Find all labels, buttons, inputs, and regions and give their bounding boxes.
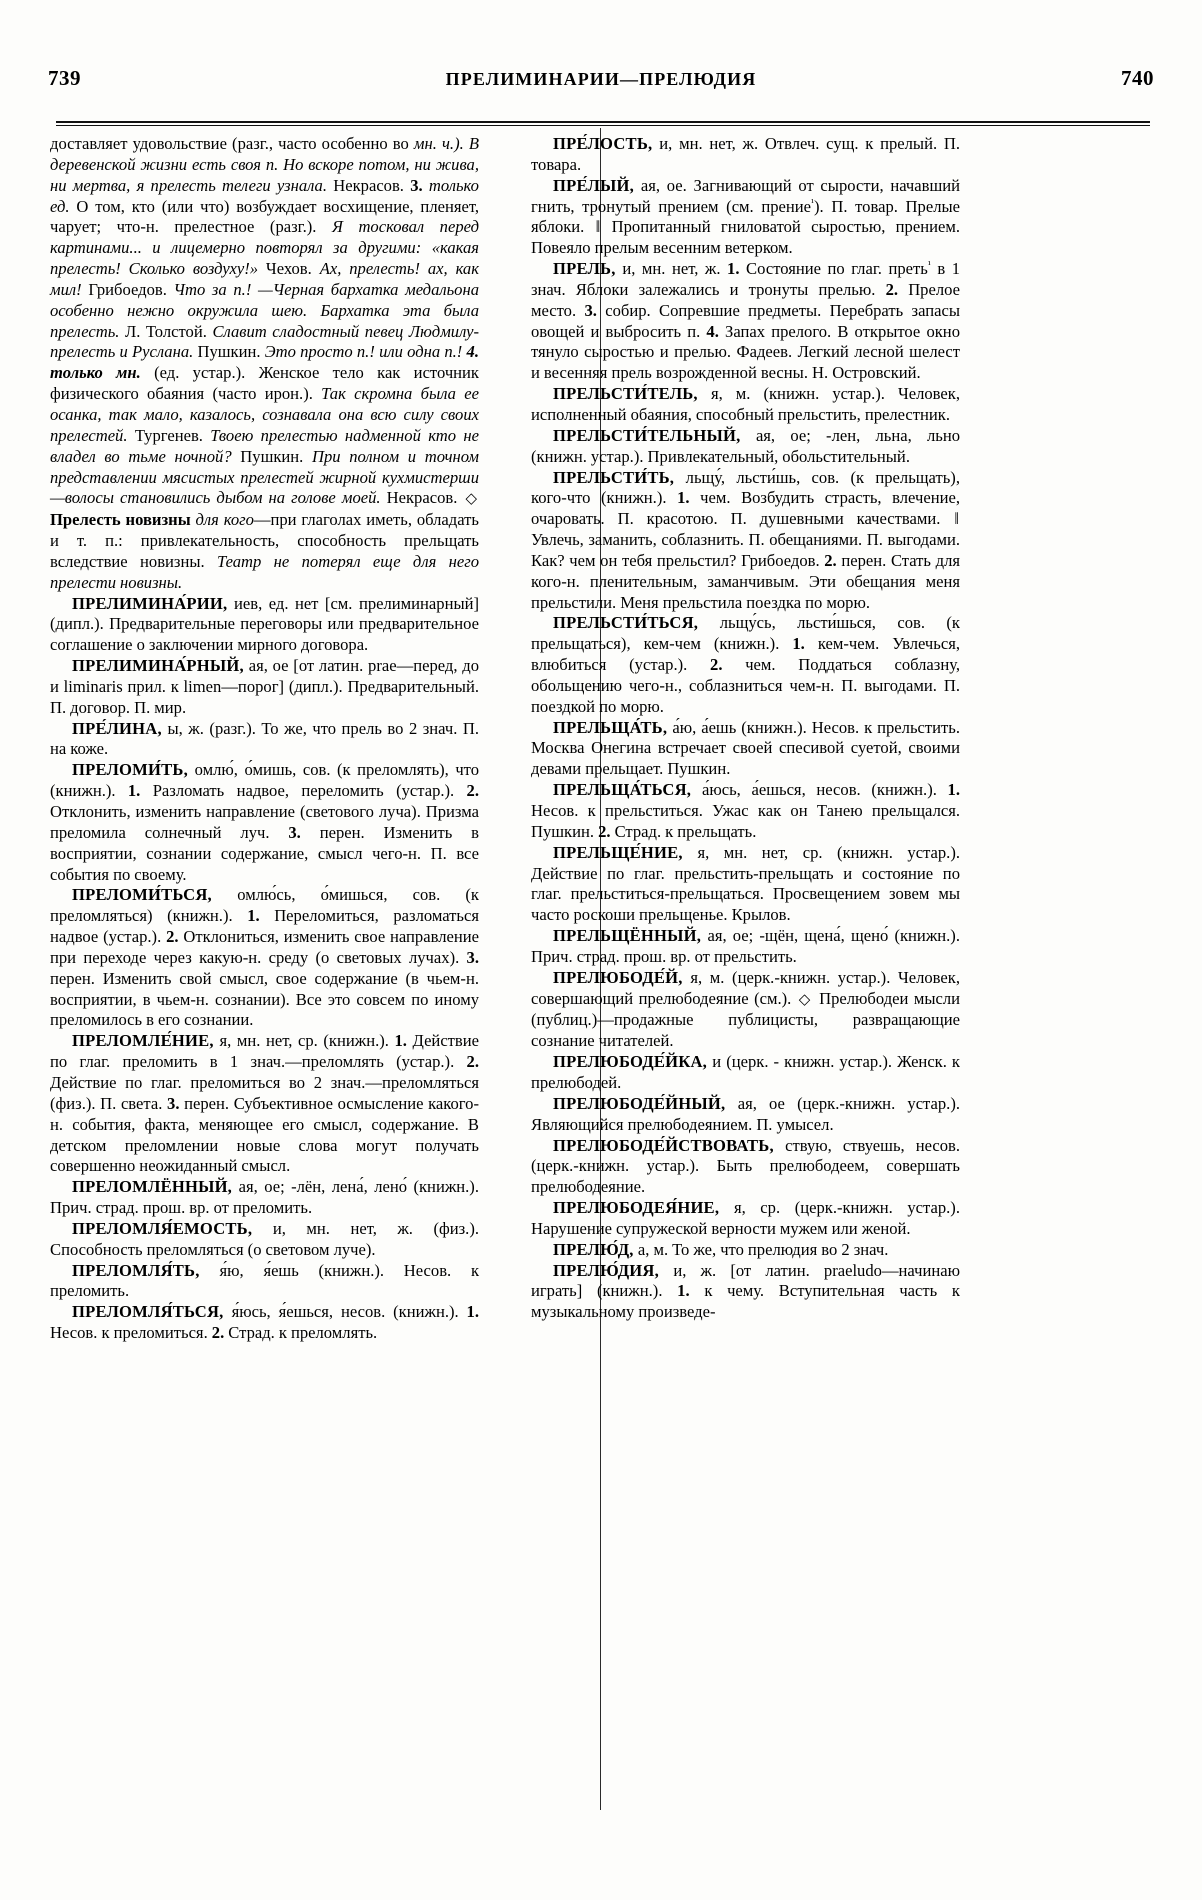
entry-headword: ПРЕЛИМИНА́РНЫЙ, bbox=[72, 656, 249, 676]
entry-text: ). П. товар. Прелые яблоки. bbox=[531, 196, 960, 237]
dictionary-entry bbox=[50, 1261, 479, 1303]
dictionary-entry bbox=[531, 718, 960, 781]
dictionary-entry bbox=[50, 1177, 479, 1219]
entry-headword: ПРЕЛЮ́ДИЯ, bbox=[553, 1260, 674, 1280]
dictionary-entry bbox=[531, 926, 960, 968]
sense-number: 1. bbox=[115, 781, 153, 801]
folio-right: 740 bbox=[1121, 66, 1154, 90]
entry-text: я, м. (книжн. устар.). Человек, исполненный обаяния, способный прельстить, прелестник. bbox=[531, 384, 960, 424]
entry-text: ая, ое; -щён, щена́, щено́ (книжн.). Прич. страд. прош. вр. от прельстить. bbox=[531, 926, 960, 966]
entry-text: Пропитанный гниловатой сыростью, прением. Повеяло прелым весенним ветерком. bbox=[531, 217, 960, 258]
entry-text: омлю́сь, о́мишься, сов. (к преломляться) (книжн.). bbox=[50, 885, 479, 926]
dictionary-entry bbox=[531, 843, 960, 926]
text-run: Тургенев. bbox=[127, 425, 211, 445]
text-columns bbox=[50, 134, 1158, 1830]
entry-headword: ПРЕЛОМИ́ТЬ, bbox=[72, 760, 195, 780]
dictionary-entry bbox=[531, 426, 960, 468]
entry-text: Прелое место. bbox=[531, 279, 960, 320]
text-run: только ед. bbox=[50, 175, 479, 216]
entry-text: я, мн. нет, ср. (книжн. устар.). Действие по глаг. прельстить-прельщать и состояние по глаг. прельститься-прельщаться. Просвещением зовем мы часто роскоши прельщенье. Крылов. bbox=[531, 842, 961, 925]
entry-text: я, ср. (церк.-книжн. устар.). Нарушение супружеской верности мужем или женой. bbox=[531, 1198, 960, 1238]
entry-text: ая, ое (церк.-книжн. устар.). Являющийся прелюбодеянием. П. умысел. bbox=[531, 1093, 960, 1134]
entry-headword: ПРЕЛЬСТИ́ТЬ, bbox=[553, 467, 686, 487]
text-run: Что за п.! —Черная бархатка медальона особенно нежно окружила шею. Бархатка эта была прелесть. bbox=[50, 279, 479, 341]
entry-headword: ПРЕЛОМИ́ТЬСЯ, bbox=[72, 885, 238, 905]
entry-text: а́юсь, а́ешься, несов. (книжн.). bbox=[701, 780, 937, 800]
sense-number: 1. bbox=[388, 1031, 413, 1051]
dictionary-entry bbox=[531, 1136, 960, 1199]
text-run: О том, кто (или что) возбуждает восхищение, пленяет, чарует; что-н. прелестное (разг.). bbox=[50, 196, 479, 237]
text-run: Некрасов. bbox=[380, 488, 464, 508]
sense-number: 2. bbox=[454, 1052, 480, 1072]
idiom-marker-icon: ◇ bbox=[798, 991, 812, 1008]
entry-headword: ПРЕЛОМЛЯ́ЕМОСТЬ, bbox=[72, 1218, 273, 1238]
entry-text: Несов. к прельститься. Ужас как он Танею прельщался. Пушкин. bbox=[531, 801, 960, 841]
text-run: —при глаголах иметь, обладать и т. п.: привлекательность, способность прельщать вследствие новизны. bbox=[50, 510, 479, 571]
entry-text: Запах прелого. В открытое окно тянуло сыростью и прелью. Фадеев. Легкий лесной шелест и весенняя прель возрожденной весны. Н. Островский. bbox=[531, 321, 960, 383]
sense-number: 3. bbox=[269, 822, 320, 842]
text-run: Твоею прелестью надменной кто не владел во тьме ночной? bbox=[50, 425, 479, 466]
entry-text: перен. Изменить свой смысл, свое содержание (в чьем-н. восприятии, в чьем-н. сознании). Все это совсем по иному преломилось в его сознании. bbox=[50, 968, 479, 1030]
entry-text: Отклониться, изменить свое направление при переходе через какую-н. среду (о световых лучах). bbox=[50, 927, 479, 967]
shade-marker-icon: ‖ bbox=[595, 217, 601, 237]
dictionary-entry bbox=[531, 1052, 960, 1094]
dictionary-entry bbox=[50, 1302, 479, 1344]
entry-headword: ПРЕЛОМЛЕ́НИЕ, bbox=[72, 1031, 220, 1051]
column-right bbox=[497, 134, 960, 1830]
entry-text: собир. Сопревшие предметы. Перебрать запасы овощей и выбросить п. bbox=[531, 300, 960, 341]
sense-number: 1. bbox=[720, 259, 747, 279]
text-run: Некрасов. bbox=[327, 175, 411, 195]
dictionary-entry bbox=[50, 760, 479, 885]
folio-left: 739 bbox=[48, 66, 81, 90]
text-run: 4. только мн. bbox=[50, 342, 479, 383]
dictionary-entry bbox=[531, 1261, 960, 1324]
header-rule bbox=[56, 121, 1150, 126]
homograph-superscript: ¹ bbox=[811, 197, 815, 208]
entry-text: ая, ое. Загнивающий от сырости, начавший гнить, тронутый прением (см. прение bbox=[531, 175, 960, 216]
text-run: доставляет удовольствие (разг., часто особенно во bbox=[50, 134, 414, 153]
text-run: Театр не потерял еще для него прелести новизны. bbox=[50, 551, 479, 592]
dictionary-entry bbox=[531, 384, 960, 426]
entry-text: и (церк. - книжн. устар.). Женск. к прелюбодей. bbox=[531, 1052, 960, 1092]
sense-number: 2. bbox=[594, 821, 615, 841]
entry-text: в 1 знач. Яблоки залежались и тронуты прелью. bbox=[531, 259, 961, 299]
entry-text: а, м. То же, что прелюдия во 2 знач. bbox=[637, 1239, 889, 1259]
homograph-superscript: ¹ bbox=[927, 259, 931, 271]
entry-text: ая, ое [от латин. prae—перед, до и liminaris прил. к limen—порог] (дипл.). Предварительный. П. договор. П. мир. bbox=[50, 656, 479, 717]
entry-headword: ПРЕЛЮБОДЕ́ЙСТВОВАТЬ, bbox=[553, 1135, 786, 1155]
text-run: Славит сладостный певец Людмилу-прелесть и Руслана. bbox=[50, 321, 479, 362]
entry-text: Разломать надвое, переломить (устар.). bbox=[152, 781, 455, 801]
text-run: (ед. устар.). Женское тело как источник физического обаяния (часто ирон.). bbox=[50, 363, 479, 404]
entry-text: ая, ое; -лен, льна, льно (книжн. устар.). Привлекательный, обольстительный. bbox=[531, 425, 960, 466]
entry-text: и, мн. нет, ж. (физ.). Способность преломляться (о световом луче). bbox=[50, 1218, 479, 1259]
entry-text: перен. Изменить в восприятии, сознании содержание, смысл чего-н. П. все события по своему. bbox=[50, 822, 479, 884]
entry-text: я, мн. нет, ср. (книжн.). bbox=[219, 1031, 389, 1051]
dictionary-entry bbox=[531, 968, 960, 1052]
text-run: ◇ bbox=[465, 491, 477, 508]
column-left bbox=[50, 134, 497, 1830]
entry-headword: ПРЕЛЬЩЁННЫЙ, bbox=[553, 926, 708, 946]
entry-text: Несов. к преломиться. bbox=[50, 1323, 208, 1343]
entry-text: я́юсь, я́ешься, несов. (книжн.). bbox=[231, 1302, 459, 1322]
entry-text: омлю́, о́мишь, сов. (к преломлять), что (книжн.). bbox=[50, 760, 479, 801]
text-run: Чехов. bbox=[258, 259, 320, 279]
entry-headword: ПРЕЛЬЩА́ТЬ, bbox=[553, 717, 673, 737]
text-run: для кого bbox=[195, 510, 254, 530]
sense-number: 3. bbox=[162, 1093, 185, 1113]
dictionary-entry bbox=[50, 719, 479, 761]
text-run: Пушкин. bbox=[231, 446, 312, 466]
entry-headword: ПРЕ́ЛИНА, bbox=[72, 718, 168, 738]
entry-continuation bbox=[50, 134, 479, 594]
text-run: мн. ч.). bbox=[413, 134, 464, 153]
dictionary-entry bbox=[531, 1240, 960, 1261]
entry-headword: ПРЕЛЬСТИ́ТЬСЯ, bbox=[553, 613, 720, 633]
sense-number: 1. bbox=[936, 780, 960, 800]
dictionary-entry bbox=[531, 468, 960, 614]
entry-text: чем. Поддаться соблазну, обольщению чего-н., соблазниться чем-н. П. выгодами. П. поездкой по морю. bbox=[531, 655, 961, 716]
entry-text: а́ю, а́ешь (книжн.). Несов. к прельстить. Москва Онегина встречает своей спесивой суетой, своими девами прельщает. Пушкин. bbox=[531, 717, 960, 779]
entry-headword: ПРЕЛЮБОДЕ́ЙНЫЙ, bbox=[553, 1093, 738, 1113]
entry-text: я́ю, я́ешь (книжн.). Несов. к преломить. bbox=[50, 1260, 480, 1301]
entry-text: Действие по глаг. преломиться во 2 знач.—преломляться (физ.). П. света. bbox=[50, 1072, 479, 1113]
entry-text: Переломиться, разломаться надвое (устар.). bbox=[50, 906, 479, 947]
entry-headword: ПРЕЛЬЩЕ́НИЕ, bbox=[553, 842, 698, 862]
text-run: 3. bbox=[410, 175, 423, 195]
entry-headword: ПРЕЛЮБОДЕЯ́НИЕ, bbox=[553, 1198, 734, 1218]
sense-number: 2. bbox=[687, 655, 746, 675]
sense-number: 1. bbox=[458, 1302, 479, 1322]
entry-headword: ПРЕЛЬСТИ́ТЕЛЬНЫЙ, bbox=[553, 425, 756, 445]
sense-number: 1. bbox=[662, 1281, 705, 1301]
entry-headword: ПРЕЛЬЩА́ТЬСЯ, bbox=[553, 780, 702, 800]
entry-text: перен. Стать для кого-н. пленительным, заманчивым. Эти обещания меня прельстили. Меня прельстила поездка по морю. bbox=[531, 550, 961, 612]
sense-number: 2. bbox=[161, 927, 184, 947]
entry-list-right bbox=[531, 134, 960, 1323]
dictionary-entry bbox=[531, 780, 960, 843]
entry-text: к чему. Вступительная часть к музыкальному произведе- bbox=[531, 1281, 960, 1322]
text-run: При полном и точном представлении мясистых прелестей жирной кухмистерши—волосы становились дыбом на голове моей. bbox=[50, 446, 479, 508]
entry-headword: ПРЕЛОМЛЯ́ТЬ, bbox=[72, 1260, 220, 1280]
entry-headword: ПРЕЛЬСТИ́ТЕЛЬ, bbox=[553, 384, 711, 404]
sense-number: 2. bbox=[454, 781, 479, 801]
dictionary-entry bbox=[50, 1219, 479, 1261]
dictionary-entry bbox=[531, 613, 960, 717]
entry-text: Страд. к прельщать. bbox=[614, 821, 757, 841]
dictionary-entry bbox=[531, 176, 960, 259]
entry-text: перен. Субъективное осмысление какого-н. события, факта, меняющее его смысл, содержание. В детском преломлении новые слова могут получать совершенно неожиданный смысл. bbox=[50, 1093, 480, 1176]
entry-text: Прелюбодеи мысли (публиц.)—продажные публицисты, развращающие сознание читателей. bbox=[531, 988, 961, 1051]
dictionary-entry bbox=[531, 259, 960, 384]
entry-text: Увлечь, заманить, соблазнить. П. обещаниями. П. выгодами. Как? чем он тебя прельстил? Грибоедов. bbox=[531, 530, 960, 570]
entry-text: я, м. (церк.-книжн. устар.). Человек, совершающий прелюбодеяние (см.). bbox=[531, 967, 960, 1008]
dictionary-entry bbox=[50, 1031, 479, 1177]
entry-headword: ПРЕЛЮБОДЕ́ЙКА, bbox=[553, 1052, 713, 1072]
entry-headword: ПРЕЛЬ, bbox=[553, 259, 623, 279]
sense-number: 4. bbox=[700, 321, 726, 341]
dictionary-entry bbox=[531, 134, 960, 176]
text-run: Прелесть новизны bbox=[50, 510, 196, 530]
entry-text: и, мн. нет, ж. bbox=[622, 259, 721, 279]
sense-number: 1. bbox=[666, 488, 701, 508]
entry-text: Состояние по глаг. преть bbox=[746, 259, 928, 279]
entry-text: ствую, ствуешь, несов. (церк.-книжн. устар.). Быть прелюбодеем, совершать прелюбодеяние. bbox=[531, 1135, 960, 1197]
text-run: Ах, прелесть! ах, как мил! bbox=[50, 259, 479, 299]
sense-number: 2. bbox=[207, 1323, 229, 1343]
entry-text: ы, ж. (разг.). То же, что прель во 2 знач. П. на коже. bbox=[50, 718, 479, 759]
entry-headword: ПРЕЛОМЛЯ́ТЬСЯ, bbox=[72, 1302, 232, 1322]
entry-text: кем-чем. Увлечься, влюбиться (устар.). bbox=[531, 634, 960, 675]
entry-headword: ПРЕЛЮ́Д, bbox=[553, 1239, 638, 1259]
shade-marker-icon: ‖ bbox=[954, 509, 959, 529]
entry-headword: ПРЕ́ЛЫЙ, bbox=[553, 175, 641, 195]
entry-list-left bbox=[50, 594, 479, 1344]
entry-text: Отклонить, изменить направление (светового луча). Призма преломила солнечный луч. bbox=[50, 802, 479, 842]
text-run: Так скромна была ее осанка, так мало, казалось, сознавала она всю силу своих прелестей. bbox=[50, 384, 479, 445]
entry-headword: ПРЕЛЮБОДЕ́Й, bbox=[553, 967, 691, 987]
entry-text: ая, ое; -лён, лена́, лено́ (книжн.). Прич. страд. прош. вр. от преломить. bbox=[50, 1177, 479, 1218]
entry-text: чем. Возбудить страсть, влечение, очаровать. П. красотою. П. душевными качествами. bbox=[531, 488, 960, 529]
entry-headword: ПРЕЛОМЛЁННЫЙ, bbox=[72, 1177, 239, 1197]
dictionary-entry bbox=[50, 885, 479, 1031]
text-run: Л. Толстой. bbox=[119, 321, 213, 341]
sense-number: 2. bbox=[875, 279, 909, 299]
entry-text: Действие по глаг. преломить в 1 знач.—преломлять (устар.). bbox=[50, 1031, 480, 1072]
text-run: Грибоедов. bbox=[81, 279, 174, 299]
sense-number: 1. bbox=[779, 634, 818, 654]
entry-text: Страд. к преломлять. bbox=[228, 1323, 378, 1343]
dictionary-entry bbox=[50, 656, 479, 719]
text-run: Я тосковал перед картинами... и лицемерно повторял за другими: «какая прелесть! Сколько воздуху!» bbox=[50, 217, 479, 279]
dictionary-entry bbox=[50, 594, 479, 657]
entry-text: льщу́сь, льсти́шься, сов. (к прельщаться), кем-чем (книжн.). bbox=[531, 613, 960, 654]
entry-headword: ПРЕЛИМИНА́РИИ, bbox=[72, 593, 235, 613]
sense-number: 1. bbox=[232, 906, 275, 926]
dictionary-entry bbox=[531, 1198, 960, 1240]
text-run: Пушкин. bbox=[193, 342, 265, 362]
sense-number: 3. bbox=[576, 300, 606, 320]
entry-headword: ПРЕ́ЛОСТЬ, bbox=[553, 134, 660, 153]
text-run: Это просто п.! или одна п.! bbox=[264, 342, 463, 362]
text-run: В деревенской жизни есть своя п. Но вскоре потом, ни жива, ни мертва, я прелесть телеги узнала. bbox=[50, 134, 479, 195]
sense-number: 3. bbox=[459, 947, 479, 967]
sense-number: 2. bbox=[819, 550, 842, 570]
entry-text: иев, ед. нет [см. прелиминарный] (дипл.). Предварительные переговоры или предварительное соглашение о заключении мирного договора. bbox=[50, 593, 479, 655]
dictionary-entry bbox=[531, 1094, 960, 1136]
page-title: ПРЕЛИМИНАРИИ—ПРЕЛЮДИЯ bbox=[445, 69, 757, 89]
entry-text: и, ж. [от латин. praeludo—начинаю играть] (книжн.). bbox=[531, 1260, 960, 1301]
running-head bbox=[48, 66, 1154, 96]
entry-text: льщу́, льсти́шь, сов. (к прельщать), кого-что (книжн.). bbox=[531, 467, 960, 508]
entry-text: и, мн. нет, ж. Отвлеч. сущ. к прелый. П. товара. bbox=[531, 134, 960, 174]
